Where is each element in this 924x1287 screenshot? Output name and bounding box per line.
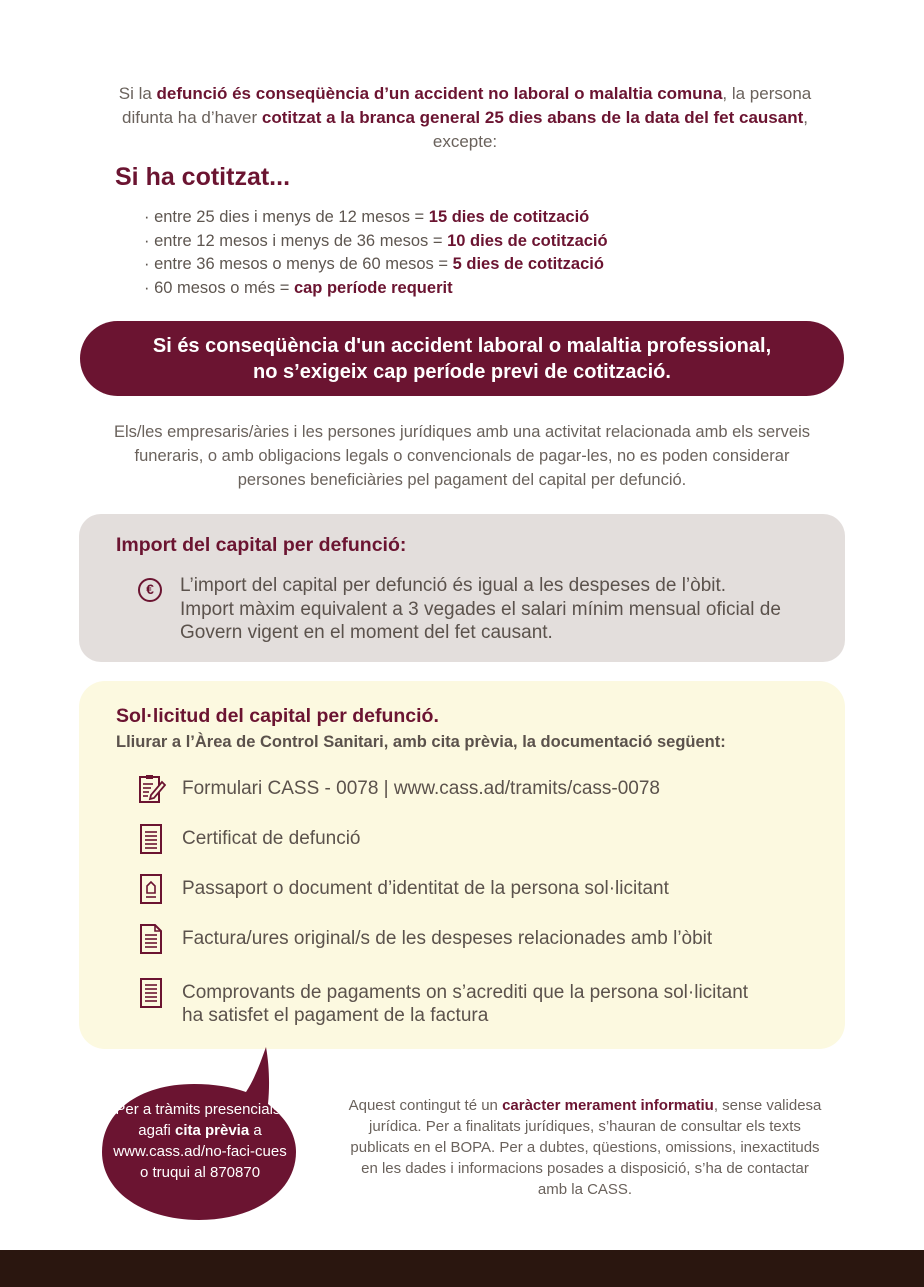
list-item: · entre 12 mesos i menys de 36 mesos = 10 dies de cotització	[144, 231, 608, 250]
import-title: Import del capital per defunció:	[116, 534, 407, 556]
intro-bold-2: cotitzat a la branca general 25 dies abans de la data del fet causant	[261, 108, 804, 127]
cotitzat-title: Si ha cotitzat...	[115, 163, 291, 191]
banner-line-1: Si és conseqüència d'un accident laboral o malaltia professional,	[152, 334, 772, 357]
list-item: · entre 36 mesos o menys de 60 mesos = 5 dies de cotització	[144, 255, 604, 273]
phone-number: o truqui al 870870	[139, 1164, 261, 1181]
document-text: Certificat de defunció	[182, 828, 361, 849]
document-text: Formulari CASS - 0078 | www.cass.ad/tramits/cass-0078	[182, 778, 660, 799]
import-box	[79, 514, 845, 662]
document-text: Comprovants de pagaments on s’acrediti que la persona sol·licitant ha satisfet el pagament de la factura	[182, 982, 749, 1026]
document-text: Factura/ures original/s de les despeses relacionades amb l’òbit	[182, 928, 713, 949]
euro-icon: €	[138, 578, 162, 602]
footer-bar	[0, 1250, 924, 1287]
solicitud-instructions: Lliurar a l’Àrea de Control Sanitari, amb cita prèvia, la documentació següent:	[116, 733, 726, 751]
intro-bold-1: defunció és conseqüència d’un accident no laboral o malaltia comuna	[156, 84, 723, 103]
accident-laboral-banner	[80, 321, 844, 396]
cita-previa-link[interactable]: www.cass.ad/no-faci-cues	[113, 1143, 287, 1160]
cotitzat-ranges-list	[144, 206, 608, 300]
passport-icon	[138, 874, 166, 904]
document-text: Passaport o document d’identitat de la persona sol·licitant	[182, 878, 669, 899]
disclaimer: Aquest contingut té un caràcter merament informatiu, sense validesa jurídica. Per a finalitats jurídiques, s’hauran de consultar els texts publicats en el BOPA. Per a dubtes, qüestions, omissions, inexactituds en les dades i informacions posades a disposició, s’ha de contactar amb la CASS.	[348, 1097, 822, 1198]
banner-line-2: no s’exigeix cap període previ de cotització.	[253, 360, 671, 383]
solicitud-box	[79, 681, 845, 1049]
cita-previa-bold: cita prèvia	[174, 1122, 250, 1139]
form-icon	[138, 774, 166, 804]
beneficiaries-paragraph: Els/les empresaris/àries i les persones jurídiques amb una activitat relacionada amb els serveis funeraris, o amb obligacions legals o convencionals de pagar-les, no es poden considerar persones beneficiàries pel pagament del capital per defunció.	[113, 423, 811, 489]
invoice-icon	[138, 924, 166, 954]
solicitud-title: Sol·licitud del capital per defunció.	[116, 705, 439, 727]
list-item: · 60 mesos o més = cap període requerit	[144, 278, 453, 297]
document-icon	[138, 824, 166, 854]
cita-previa-text: Per a tràmits presencials, agafi cita prèvia a www.cass.ad/no-faci-cues o truqui al 870870	[100, 1099, 300, 1183]
disclaimer-bold: caràcter merament informatiu	[502, 1097, 714, 1114]
list-item: · entre 25 dies i menys de 12 mesos = 15 dies de cotització	[144, 208, 590, 226]
intro-paragraph: Si la defunció és conseqüència d’un accident no laboral o malaltia comuna, la persona difunta ha d’haver cotitzat a la branca general 25 dies abans de la data del fet causant, excepte:	[118, 84, 812, 151]
receipt-icon	[138, 978, 166, 1008]
import-text: L’import del capital per defunció és igual a les despeses de l’òbit. Import màxim equivalent a 3 vegades el salari mínim mensual oficial de Govern vigent en el moment del fet causant.	[180, 575, 781, 643]
